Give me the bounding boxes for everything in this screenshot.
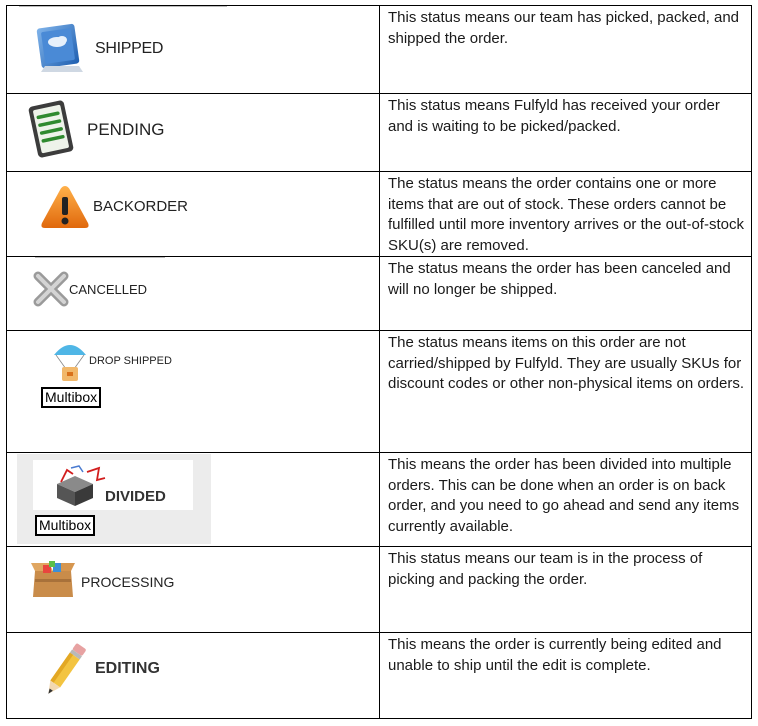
status-label: SHIPPED (95, 40, 164, 57)
backorder-warning-icon (40, 184, 90, 235)
status-description: The status means the order has been canceled and will no longer be shipped. (380, 257, 752, 331)
status-description: The status means the order contains one or more items that are out of stock. These orders cannot be fulfilled until more inventory arrives or the out-of-stock SKU(s) are removed. (380, 172, 752, 257)
status-icon-cell (7, 633, 380, 719)
table-row (7, 6, 752, 94)
status-icon-cell (7, 453, 380, 547)
status-label: CANCELLED (69, 282, 148, 297)
status-description: The status means items on this order are not carried/shipped by Fulfyld. They are usually SKUs for discount codes or other non-physical items on orders. (380, 331, 752, 453)
table-row (7, 633, 752, 719)
status-label: PENDING (87, 120, 165, 139)
table-row (7, 331, 752, 453)
editing-pencil-icon (43, 639, 87, 706)
multibox-badge: Multibox (41, 387, 101, 408)
table-row (7, 257, 752, 331)
status-description: This means the order has been divided into multiple orders. This can be done when an order is on back order, and you need to go ahead and send any items currently available. (380, 453, 752, 547)
pending-icon (27, 99, 77, 166)
status-icon-cell (7, 172, 380, 257)
processing-box-icon (29, 557, 77, 606)
status-description: This status means Fulfyld has received your order and is waiting to be picked/packed. (380, 94, 752, 172)
status-description: This means the order is currently being edited and unable to ship until the edit is complete. (380, 633, 752, 719)
status-icon-cell (7, 257, 380, 331)
status-description: This status means our team is in the process of picking and packing the order. (380, 547, 752, 633)
status-label: BACKORDER (93, 198, 189, 215)
divider (19, 6, 227, 7)
cancelled-x-icon (31, 269, 71, 314)
multibox-badge: Multibox (35, 515, 95, 536)
drop-shipped-parachute-icon (52, 339, 88, 392)
divided-boxes-icon (53, 464, 107, 513)
table-row (7, 547, 752, 633)
status-icon-cell (7, 6, 380, 94)
status-icon-cell (7, 547, 380, 633)
status-description: This status means our team has picked, packed, and shipped the order. (380, 6, 752, 94)
status-label: PROCESSING (81, 574, 175, 590)
status-label: DROP SHIPPED (89, 355, 172, 367)
order-status-table (6, 5, 752, 719)
table-row (7, 94, 752, 172)
table-row (7, 453, 752, 547)
status-label: EDITING (95, 660, 160, 677)
table-row (7, 172, 752, 257)
divider (35, 257, 165, 258)
status-icon-cell (7, 331, 380, 453)
status-icon-cell (7, 94, 380, 172)
shipped-icon (35, 20, 87, 79)
status-label: DIVIDED (105, 488, 166, 505)
